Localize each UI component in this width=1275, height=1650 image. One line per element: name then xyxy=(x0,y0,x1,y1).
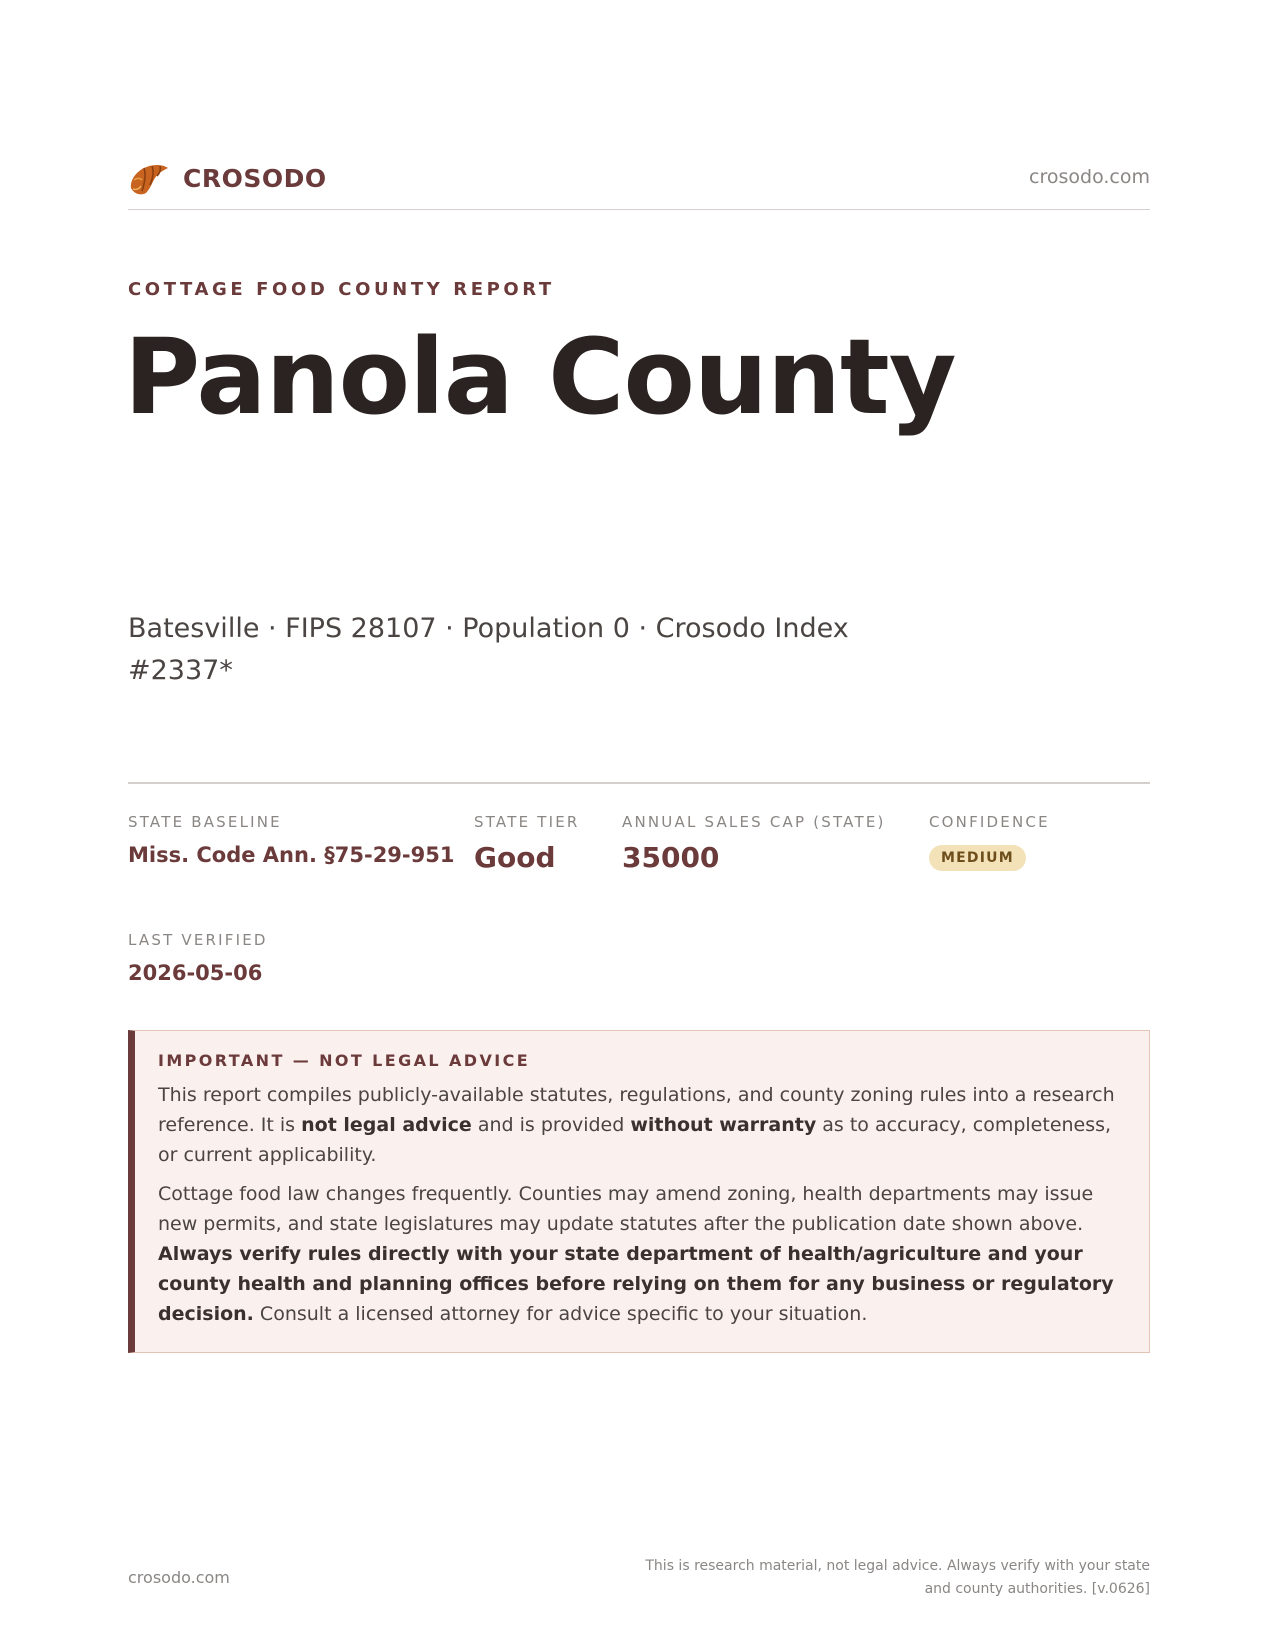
stat-label: STATE BASELINE xyxy=(128,813,282,831)
stat-last-verified xyxy=(128,931,268,985)
footer-disclaimer: This is research material, not legal advice. Always verify with your state and county authorities. [v.0626] xyxy=(645,1558,1150,1597)
croissant-icon xyxy=(128,158,170,198)
notice-title: IMPORTANT — NOT LEGAL ADVICE xyxy=(158,1051,531,1070)
stat-label: STATE TIER xyxy=(474,813,580,831)
notice-text: as to accuracy, completeness, or current applicability. xyxy=(158,1114,1112,1166)
notice-emphasis: not legal advice xyxy=(301,1114,472,1136)
stat-label: ANNUAL SALES CAP (STATE) xyxy=(622,813,886,831)
notice-paragraph xyxy=(158,1179,1125,1329)
stat-label: CONFIDENCE xyxy=(929,813,1050,831)
notice-text: Consult a licensed attorney for advice specific to your situation. xyxy=(253,1303,868,1325)
stat-sales-cap xyxy=(622,813,886,874)
site-link[interactable]: crosodo.com xyxy=(1029,166,1150,188)
divider xyxy=(128,782,1150,784)
notice-text: Cottage food law changes frequently. Counties may amend zoning, health departments may issue new permits, and state legislatures may update statutes after the publication date shown above. xyxy=(158,1183,1094,1235)
notice-text: and is provided xyxy=(471,1114,631,1136)
notice-paragraph xyxy=(158,1080,1125,1170)
notice-emphasis: without warranty xyxy=(630,1114,817,1136)
stat-state-tier xyxy=(474,813,580,874)
stat-confidence xyxy=(929,813,1050,871)
confidence-badge: MEDIUM xyxy=(929,845,1026,871)
brand-name: CROSODO xyxy=(183,163,327,193)
legal-notice xyxy=(128,1030,1150,1353)
stat-value: Miss. Code Ann. §75-29-951 xyxy=(128,843,455,867)
stat-value: 35000 xyxy=(622,841,720,874)
page-title: Panola County xyxy=(124,316,956,438)
footer-site[interactable]: crosodo.com xyxy=(128,1568,230,1587)
notice-text: This report compiles publicly-available statutes, regulations, and county zoning rules into a research reference. It is xyxy=(158,1084,1115,1136)
stat-value: 2026-05-06 xyxy=(128,961,263,985)
notice-emphasis: Always verify rules directly with your state department of health/agriculture and your county health and planning offices before relying on them for any business or regulatory decision. xyxy=(158,1243,1114,1325)
stat-value: Good xyxy=(474,841,556,874)
page-header xyxy=(128,158,1150,210)
stat-label: LAST VERIFIED xyxy=(128,931,268,949)
county-subtitle: Batesville · FIPS 28107 · Population 0 · Crosodo Index #2337* xyxy=(128,613,849,686)
brand[interactable] xyxy=(128,158,327,198)
stat-state-baseline xyxy=(128,813,454,867)
report-eyebrow: COTTAGE FOOD COUNTY REPORT xyxy=(128,279,555,300)
report-page xyxy=(124,0,1150,1650)
